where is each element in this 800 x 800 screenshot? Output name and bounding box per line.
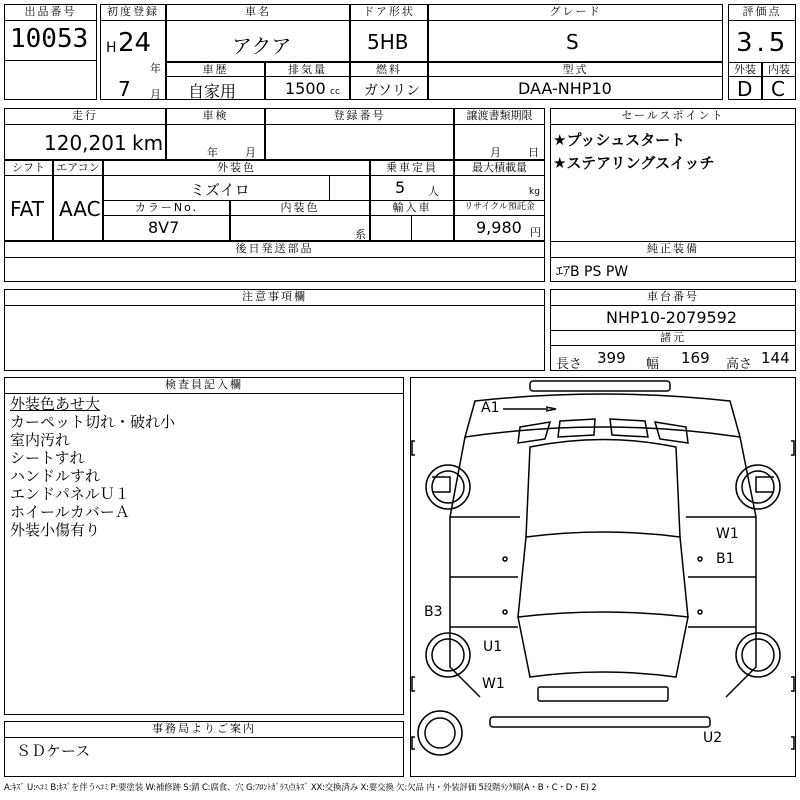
inspection-year-unit: 年 — [207, 146, 218, 159]
fuel: ガソリン — [364, 83, 420, 99]
color-no-label: カラーNo. — [103, 200, 230, 216]
inspector-label: 検査員記入欄 — [4, 377, 404, 394]
int-color-label: 内装色 — [230, 200, 370, 216]
mark-u2: U2 — [703, 730, 723, 746]
load-label: 最大積載量 — [454, 160, 545, 176]
inspector-line: ホイールカバーＡ — [10, 503, 130, 521]
equipment: ｴｱB PS PW — [556, 264, 629, 280]
recycle-unit: 円 — [530, 226, 541, 239]
shift-label: シフト — [4, 160, 53, 176]
inspector-line: 室内汚れ — [10, 431, 71, 449]
ext-color-extra-cell — [329, 175, 370, 201]
notes-label: 注意事項欄 — [4, 289, 545, 306]
sales-label: セールスポイント — [550, 108, 796, 125]
lot-lower-cell — [4, 60, 97, 100]
car-body-diagram — [410, 377, 796, 777]
notes-cell — [4, 305, 545, 371]
car-name-label: 車名 — [166, 4, 350, 21]
length-label: 長さ — [556, 357, 583, 372]
office-note: ＳＤケース — [16, 742, 91, 760]
ext-grade: D — [737, 77, 753, 101]
later-parts-cell — [4, 257, 545, 282]
int-label: 内装 — [762, 62, 796, 77]
history-label: 車歴 — [166, 62, 265, 77]
mileage-label: 走行 — [4, 108, 166, 125]
capacity-label: 乗車定員 — [370, 160, 454, 176]
shift: FAT — [10, 197, 45, 221]
inspector-line: ハンドルすれ — [10, 467, 101, 485]
length: 399 — [597, 349, 626, 367]
grade-label: グレード — [428, 4, 723, 21]
inspector-line: シートすれ — [10, 449, 85, 467]
width: 169 — [681, 349, 710, 367]
int-grade: C — [771, 77, 785, 101]
lot-number-label: 出品番号 — [4, 4, 97, 21]
mark-w1-left: W1 — [482, 676, 505, 692]
mark-b1: B1 — [716, 551, 735, 567]
load-unit: kg — [529, 187, 540, 197]
transfer-day-unit: 日 — [528, 146, 539, 159]
ac: AAC — [59, 197, 101, 221]
import-label: 輸入車 — [370, 200, 454, 216]
inspector-line: エンドパネルＵ１ — [10, 485, 130, 503]
int-color-suffix: 系 — [355, 228, 366, 241]
office-label: 事務局よりご案内 — [4, 721, 404, 738]
ext-color: ミズイロ — [190, 181, 250, 199]
displacement: 1500 — [285, 79, 326, 98]
recycle: 9,980 — [476, 218, 522, 237]
capacity: 5 — [395, 178, 406, 197]
recycle-label: リサイクル預託金 — [454, 200, 545, 216]
later-parts-label: 後日発送部品 — [4, 241, 545, 258]
inspector-notes — [10, 395, 175, 539]
sales-point-2: ★ステアリングスイッチ — [553, 154, 715, 172]
inspector-line: 外装小傷有り — [10, 521, 101, 539]
mark-b3: B3 — [424, 604, 443, 620]
score-label: 評価点 — [728, 4, 796, 21]
reg-month: 7 — [118, 77, 131, 101]
fuel-label: 燃料 — [350, 62, 428, 77]
transfer-label: 譲渡書類期限 — [454, 108, 545, 125]
grade: S — [566, 30, 579, 54]
transfer-month-unit: 月 — [490, 146, 501, 159]
era: H — [106, 40, 117, 56]
dims-label: 諸元 — [550, 330, 796, 346]
import-cell — [370, 215, 412, 241]
mileage-unit: km — [132, 131, 164, 155]
sales-point-1: ★プッシュスタート — [553, 131, 686, 149]
mark-a1: A1 — [481, 400, 500, 416]
score: 3.5 — [736, 28, 790, 58]
ext-label: 外装 — [728, 62, 762, 77]
model: DAA-NHP10 — [518, 79, 612, 98]
inspection-month-unit: 月 — [245, 146, 256, 159]
inspector-line: カーペット切れ・破れ小 — [10, 413, 176, 431]
mark-w1-right: W1 — [716, 526, 739, 542]
month-unit: 月 — [150, 88, 161, 101]
capacity-unit: 人 — [428, 185, 439, 198]
history: 自家用 — [188, 82, 237, 101]
door-label: ドア形状 — [350, 4, 428, 21]
capacity-cell — [370, 175, 454, 201]
inspection-label: 車検 — [166, 108, 265, 125]
reg-no-label: 登録番号 — [265, 108, 454, 125]
width-label: 幅 — [646, 357, 660, 372]
legend: A:ｷｽﾞ U:ﾍｺﾐ B:ｷｽﾞを伴うﾍｺﾐ P:要塗装 W:補修跡 S:錆 C:腐食、穴 G:ﾌﾛﾝﾄｶﾞﾗｽ点ｷｽﾞ XX:交換済み X:要交換 欠:欠品 内・外装評価 5段階ﾗﾝｸ順(A・B・C・D・E) 2 — [4, 783, 597, 793]
first-reg-label: 初度登録 — [100, 4, 166, 21]
import-cell-2 — [411, 215, 454, 241]
height-label: 高さ — [726, 357, 753, 372]
door-type: 5HB — [367, 30, 409, 54]
equipment-label: 純正装備 — [550, 241, 796, 258]
dims-cell — [550, 345, 796, 371]
chassis-label: 車台番号 — [550, 289, 796, 306]
mileage: 120,201 — [44, 131, 127, 155]
reg-no-cell — [265, 124, 454, 160]
lot-number: 10053 — [10, 24, 89, 54]
model-label: 型式 — [428, 62, 723, 77]
displacement-label: 排気量 — [265, 62, 350, 77]
year-unit: 年 — [150, 62, 161, 75]
inspector-line: 外装色あせ大 — [10, 395, 101, 413]
int-color-cell — [230, 215, 370, 241]
car-name: アクア — [232, 34, 292, 58]
chassis-number: NHP10-2079592 — [606, 308, 738, 327]
ext-color-label: 外装色 — [103, 160, 370, 176]
color-no: 8V7 — [148, 218, 180, 237]
height: 144 — [761, 349, 790, 367]
reg-year: 24 — [118, 28, 152, 58]
ac-label: エアコン — [53, 160, 103, 176]
displacement-unit: cc — [330, 87, 340, 97]
mark-u1: U1 — [483, 639, 503, 655]
